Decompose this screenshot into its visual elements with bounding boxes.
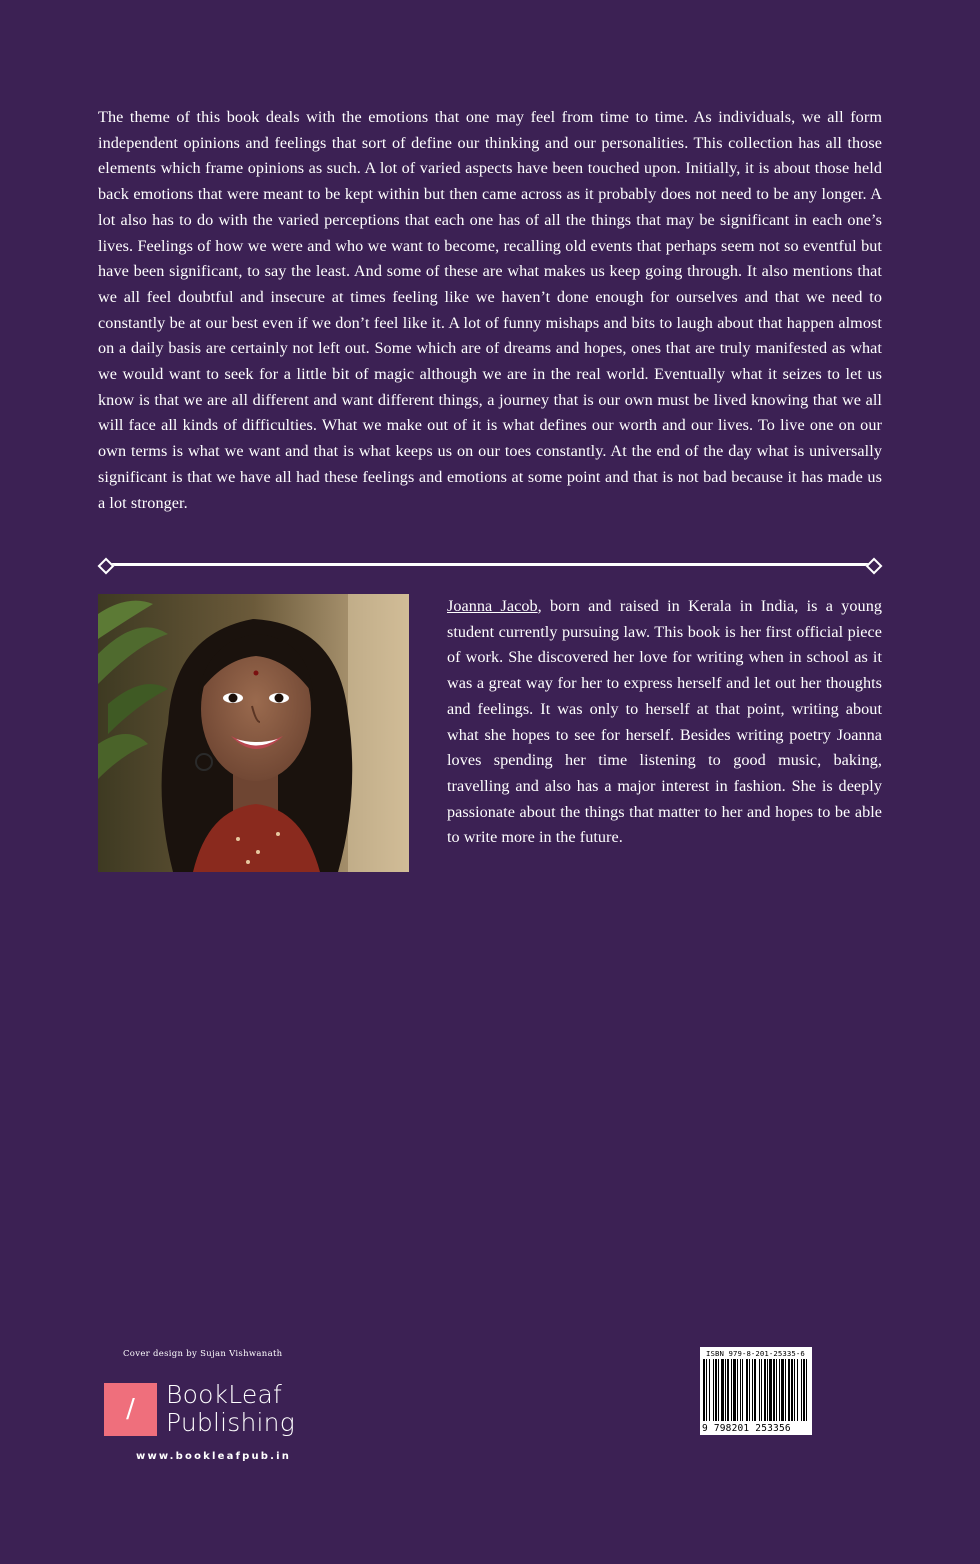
barcode-bar: [759, 1359, 760, 1421]
diamond-left-icon: [98, 558, 115, 575]
barcode-digits: 9 798201 253356: [702, 1423, 791, 1434]
ornamental-divider: [98, 557, 882, 573]
barcode-bar: [737, 1359, 738, 1421]
barcode-bar: [731, 1359, 732, 1421]
isbn-label: ISBN 979-8-201-25335-6: [706, 1349, 805, 1358]
barcode-bar: [713, 1359, 714, 1421]
publisher-logo: [104, 1380, 304, 1439]
publisher-name-line1: BookLeaf: [166, 1380, 283, 1409]
barcode-bar: [788, 1359, 790, 1421]
barcode-bar: [754, 1359, 756, 1421]
barcode-bar: [749, 1359, 750, 1421]
isbn-barcode: [700, 1347, 812, 1435]
barcode-bar: [740, 1359, 741, 1421]
author-bio: [447, 594, 882, 851]
author-portrait-illustration: [98, 594, 409, 872]
barcode-bar: [727, 1359, 729, 1421]
barcode-bar: [703, 1359, 705, 1421]
barcode-bar: [769, 1359, 772, 1421]
barcode-bar: [781, 1359, 784, 1421]
barcode-bar: [767, 1359, 768, 1421]
barcode-bar: [785, 1359, 786, 1421]
barcode-bar: [794, 1359, 795, 1421]
barcode-bar: [764, 1359, 766, 1421]
barcode-bar: [718, 1359, 719, 1421]
diamond-right-icon: [866, 558, 883, 575]
back-cover-synopsis: The theme of this book deals with the emotions that one may feel from time to time. As individuals, we all form independent opinions and feelings that sort of define our thinking and our personalities. This collection has all those elements which frame opinions as such. A lot of varied aspects have been touched upon. Initially, it is about those held back emotions that were meant to be kept within but then came across as it probably does not need to be any longer. A lot also has to do with the varied perceptions that each one has of all the things that may be significant in each one’s lives. Feelings of how we were and who we want to become, recalling old events that perhaps seem not so eventful but have been significant, to say the least. And some of these are what makes us keep going through. It also mentions that we all feel doubtful and insecure at times feeling like we haven’t done enough for ourselves and that we need to constantly be at our best even if we don’t feel like it. A lot of funny mishaps and bits to laugh about that happen almost on a daily basis are certainly not left out. Some which are of dreams and hopes, ones that are truly manifested as what we would want to seek for a little bit of magic although we are in the real world. Eventually what it seizes to let us know is that we are all different and want different things, a journey that is our own must be lived knowing that we all will face all kinds of difficulties. What we make out of it is what defines our worth and our lives. To live one on our own terms is what we want and that is what keeps us on our toes constantly. At the end of the day what is universally significant is that we have all had these feelings and emotions at some point and that is not bad because it has made us a lot stronger.: [98, 108, 882, 512]
barcode-bar: [797, 1359, 798, 1421]
author-bio-text: , born and raised in Kerala in India, is a young student currently pursuing law. This book is her first official piece of work. She discovered her love for writing when in school as it was a great way for her to express herself and let out her thoughts and feelings. It was only to herself at that point, writing about what she hopes to see for herself. Besides writing poetry Joanna loves spending her time listening to good music, baking, travelling and also has a major interest in fashion. She is deeply passionate about the things that matter to her and hopes to be able to write more in the future.: [447, 597, 882, 847]
logo-mark-glyph: /: [126, 1394, 135, 1424]
barcode-bar: [721, 1359, 724, 1421]
barcode-bar: [776, 1359, 777, 1421]
barcode-bar: [709, 1359, 710, 1421]
barcode-bar: [803, 1359, 805, 1421]
cover-design-credit: Cover design by Sujan Vishwanath: [123, 1349, 283, 1359]
barcode-bars: [703, 1359, 809, 1421]
barcode-bar: [773, 1359, 775, 1421]
barcode-bar: [742, 1359, 743, 1421]
barcode-bar: [752, 1359, 753, 1421]
barcode-bar: [761, 1359, 762, 1421]
barcode-bar: [715, 1359, 717, 1421]
publisher-url: www.bookleafpub.in: [136, 1451, 292, 1462]
barcode-bar: [801, 1359, 802, 1421]
slash-logo-icon: [104, 1383, 157, 1436]
barcode-bar: [733, 1359, 736, 1421]
barcode-bar: [791, 1359, 793, 1421]
barcode-bar: [725, 1359, 726, 1421]
barcode-bar: [746, 1359, 748, 1421]
author-photo: [98, 594, 409, 872]
barcode-bar: [806, 1359, 807, 1421]
author-name: Joanna Jacob: [447, 597, 538, 615]
barcode-bar: [779, 1359, 780, 1421]
publisher-name-line2: Publishing: [166, 1408, 295, 1437]
barcode-bar: [706, 1359, 707, 1421]
divider-line: [108, 563, 872, 566]
